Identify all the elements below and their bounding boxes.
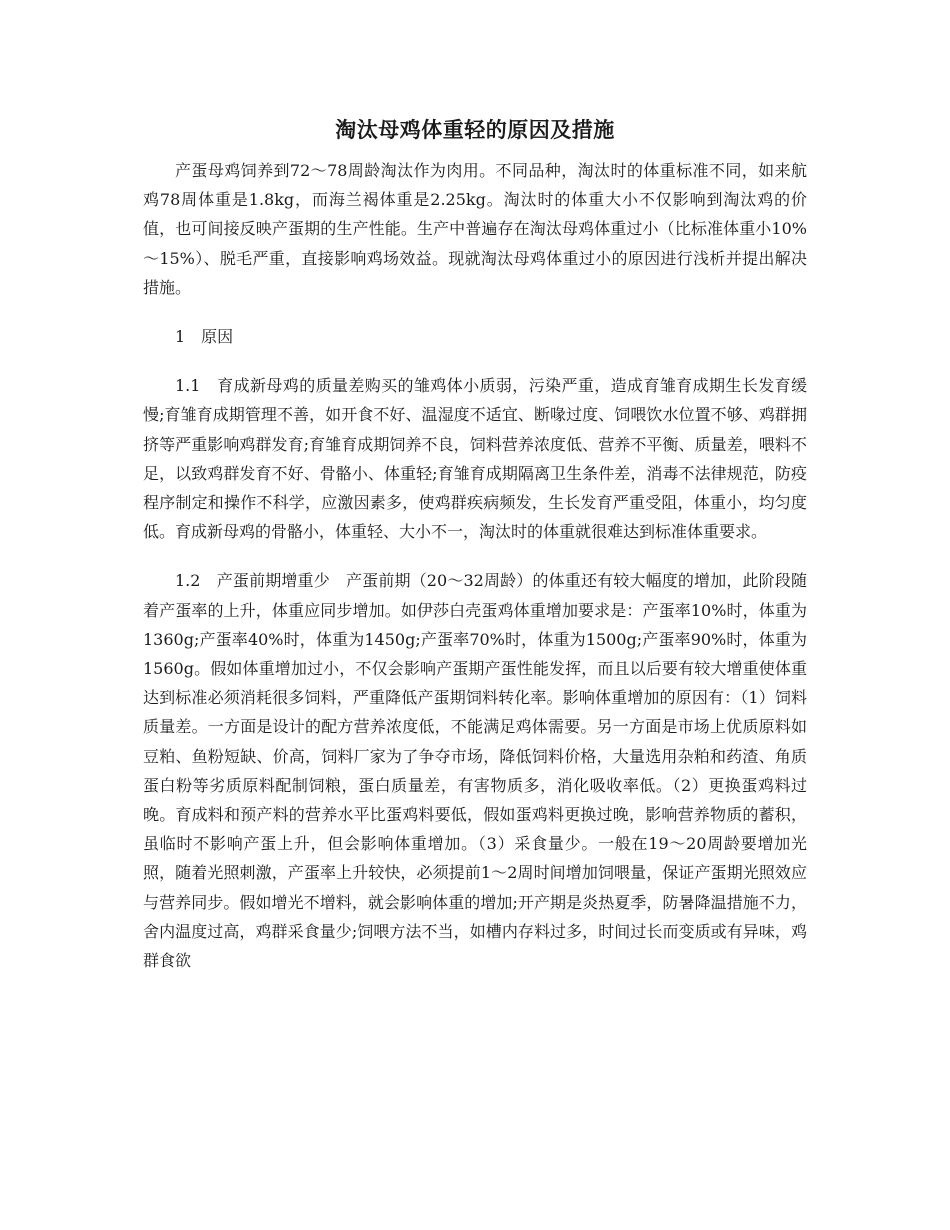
intro-paragraph: 产蛋母鸡饲养到72～78周龄淘汰作为肉用。不同品种，淘汰时的体重标准不同，如来航鸡78周体重是1.8kg，而海兰褐体重是2.25kg。淘汰时的体重大小不仅影响到淘汰鸡的价值，也可间接反映产蛋期的生产性能。生产中普遍存在淘汰母鸡体重过小（比标准体重小10%～15%）、脱毛严重，直接影响鸡场效益。现就淘汰母鸡体重过小的原因进行浅析并提出解决措施。 <box>143 161 807 297</box>
section-heading-causes: 1 原因 <box>175 327 234 347</box>
paragraph-1-1: 1.1 育成新母鸡的质量差购买的雏鸡体小质弱，污染严重，造成育雏育成期生长发育缓慢;育雏育成期管理不善，如开食不好、温湿度不适宜、断喙过度、饲喂饮水位置不够、鸡群拥挤等严重影响鸡群发育;育雏育成期饲养不良，饲料营养浓度低、营养不平衡、质量差，喂料不足，以致鸡群发育不好、骨骼小、体重轻;育雏育成期隔离卫生条件差，消毒不法律规范，防疫程序制定和操作不科学，应激因素多，使鸡群疾病频发，生长发育严重受阻，体重小，均匀度低。育成新母鸡的骨骼小，体重轻、大小不一，淘汰时的体重就很难达到标准体重要求。 <box>143 376 807 542</box>
document-body <box>143 112 807 975</box>
paragraph-1-2: 1.2 产蛋前期增重少 产蛋前期（20～32周龄）的体重还有较大幅度的增加，此阶段随着产蛋率的上升，体重应同步增加。如伊莎白壳蛋鸡体重增加要求是：产蛋率10%时，体重为1360g;产蛋率40%时，体重为1450g;产蛋率70%时，体重为1500g;产蛋率90%时，体重为1560g。假如体重增加过小，不仅会影响产蛋期产蛋性能发挥，而且以后要有较大增重使体重达到标准必须消耗很多饲料，严重降低产蛋期饲料转化率。影响体重增加的原因有：（1）饲料质量差。一方面是设计的配方营养浓度低，不能满足鸡体需要。另一方面是市场上优质原料如豆粕、鱼粉短缺、价高，饲料厂家为了争夺市场，降低饲料价格，大量选用杂粕和药渣、角质蛋白粉等劣质原料配制饲粮，蛋白质量差，有害物质多，消化吸收率低。（2）更换蛋鸡料过晚。育成料和预产料的营养水平比蛋鸡料要低，假如蛋鸡料更换过晚，影响营养物质的蓄积，虽临时不影响产蛋上升，但会影响体重增加。（3）采食量少。一般在19～20周龄要增加光照，随着光照刺激，产蛋率上升较快，必须提前1～2周时间增加饲喂量，保证产蛋期光照效应与营养同步。假如增光不增料，就会影响体重的增加;开产期是炎热夏季，防暑降温措施不力，舍内温度过高，鸡群采食量少;饲喂方法不当，如槽内存料过多，时间过长而变质或有异味，鸡群食欲 <box>143 571 807 971</box>
document-title: 淘汰母鸡体重轻的原因及措施 <box>335 117 615 142</box>
